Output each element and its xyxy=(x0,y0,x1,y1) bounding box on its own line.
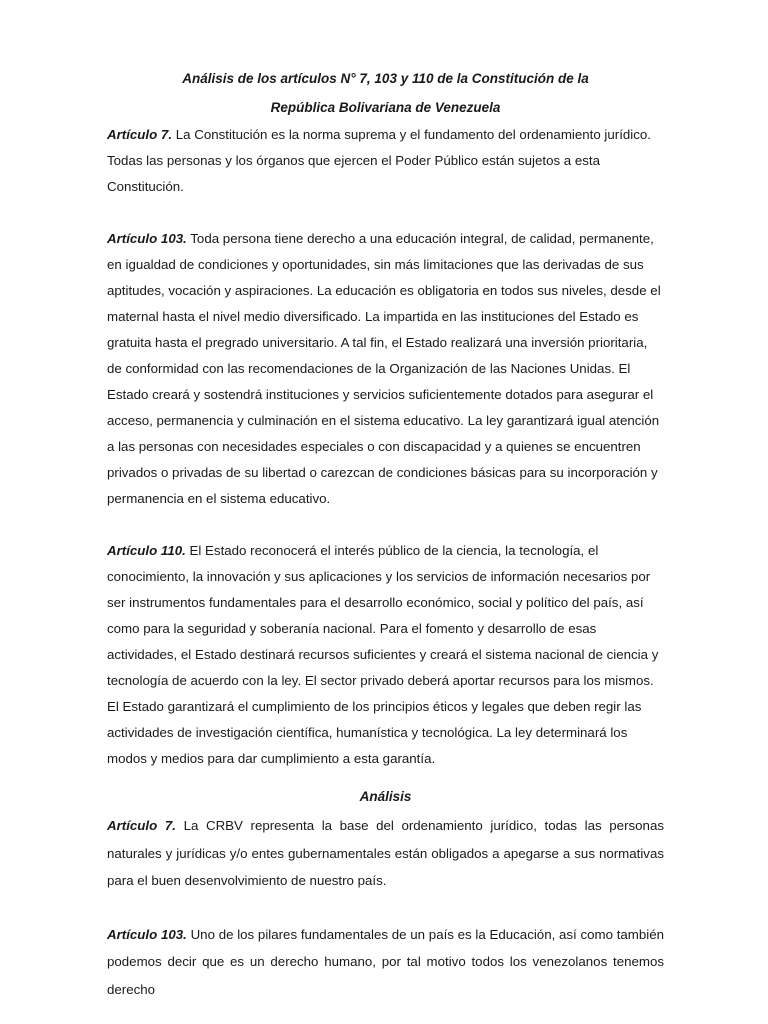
document-title-line-2: República Bolivariana de Venezuela xyxy=(270,100,501,115)
article-103-paragraph xyxy=(107,226,664,512)
analysis-article-7-text: La CRBV representa la base del ordenamiento jurídico, todas las personas naturales y jurídicas y/o entes gubernamentales están obligados a apegarse a sus normativas para el buen desenvolvimiento de nuestro país. xyxy=(107,818,664,888)
article-103-text: Toda persona tiene derecho a una educación integral, de calidad, permanente, en igualdad de condiciones y oportunidades, sin más limitaciones que las derivadas de sus aptitudes, vocación y aspiraciones. La educación es obligatoria en todos sus niveles, desde el maternal hasta el nivel medio diversificado. La impartida en las instituciones del Estado es gratuita hasta el pregrado universitario. A tal fin, el Estado realizará una inversión prioritaria, de conformidad con las recomendaciones de la Organización de las Naciones Unidas. El Estado creará y sostendrá instituciones y servicios suficientemente dotados para asegurar el acceso, permanencia y culminación en el sistema educativo. La ley garantizará igual atención a las personas con necesidades especiales o con discapacidad y a quienes se encuentren privados o privadas de su libertad o carezcan de condiciones básicas para su incorporación y permanencia en el sistema educativo. xyxy=(107,231,661,506)
analysis-article-103-paragraph xyxy=(107,921,664,1004)
analysis-article-103-text: Uno de los pilares fundamentales de un país es la Educación, así como también podemos decir que es un derecho humano, por tal motivo todos los venezolanos tenemos derecho xyxy=(107,926,665,997)
article-110-lead: Artículo 110. xyxy=(107,543,186,558)
article-110-text: El Estado reconocerá el interés público de la ciencia, la tecnología, el conocimiento, la innovación y sus aplicaciones y los servicios de información necesarios por ser instrumentos fundamentales para el desarrollo económico, social y político del país, así como para la seguridad y soberanía nacional. Para el fomento y desarrollo de esas actividades, el Estado destinará recursos suficientes y creará el sistema nacional de ciencia y tecnología de acuerdo con la ley. El sector privado deberá aportar recursos para los mismos. El Estado garantizará el cumplimiento de los principios éticos y legales que deben regir las actividades de investigación científica, humanística y tecnológica. La ley determinará los modos y medios para dar cumplimiento a esta garantía. xyxy=(107,543,659,766)
analysis-article-7-paragraph xyxy=(107,812,664,895)
article-7-paragraph xyxy=(107,122,664,200)
article-7-text: La Constitución es la norma suprema y el fundamento del ordenamiento jurídico. Todas las personas y los órganos que ejercen el Poder Público están sujetos a esta Constitución. xyxy=(107,127,651,194)
article-103-lead: Artículo 103. xyxy=(107,231,187,246)
document-title-line-1: Análisis de los artículos N° 7, 103 y 110 de la Constitución de la xyxy=(182,71,589,86)
analysis-heading: Análisis xyxy=(359,789,412,804)
article-7-lead: Artículo 7. xyxy=(107,127,173,142)
analysis-article-7-lead: Artículo 7. xyxy=(107,818,176,833)
article-110-paragraph xyxy=(107,538,664,772)
analysis-article-103-lead: Artículo 103. xyxy=(107,926,187,942)
